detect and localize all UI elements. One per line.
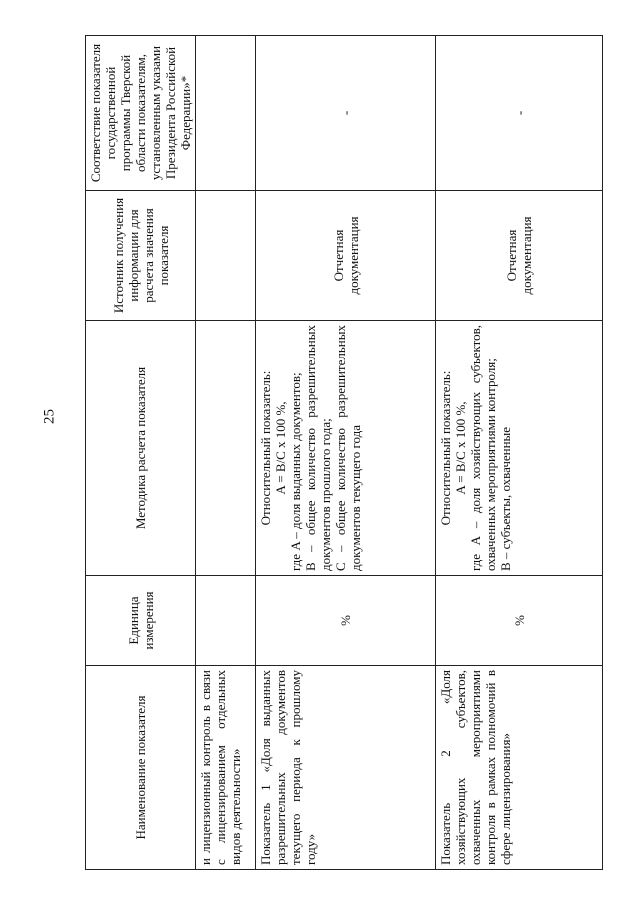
page-number: 25 xyxy=(41,409,58,424)
header-source: Источник получения информации для расчета значения показателя xyxy=(86,191,196,321)
row-name: Показатель 1 «Доля выданных разрешительных документов текущего периода к прошлому году» xyxy=(256,666,436,870)
row-method xyxy=(436,321,603,576)
rotated-table-container xyxy=(85,36,603,870)
row-name: Показатель 2 «Доля хозяйствующих субъектов, охваченных мероприятиями контроля в рамках полномочий в сфере лицензирования» xyxy=(436,666,603,870)
header-method: Методика расчета показателя xyxy=(86,321,196,576)
method-line: C – общее количество разрешительных документов текущего года xyxy=(333,325,363,571)
row-unit xyxy=(196,576,256,666)
row-compliance: - xyxy=(436,36,603,191)
row-compliance xyxy=(196,36,256,191)
method-formula: A = B/C x 100 %, xyxy=(273,401,288,495)
indicator-table xyxy=(85,35,603,870)
table-row xyxy=(436,36,603,870)
header-compliance: Соответствие показателя государственной программы Тверской области показателям, установленным указами Президента Российской Федерации»* xyxy=(86,36,196,191)
table-row xyxy=(256,36,436,870)
method-formula: A = B/C x 100 %, xyxy=(453,401,468,495)
method-line: где A – доля хозяйствующих субъектов, охваченных мероприятиями контроля; xyxy=(468,325,498,571)
row-unit: % xyxy=(256,576,436,666)
method-line: Относительный показатель: xyxy=(258,370,273,526)
row-method xyxy=(196,321,256,576)
method-line: B – общее количество разрешительных документов прошлого года; xyxy=(303,325,333,571)
row-source: Отчетная документация xyxy=(256,191,436,321)
row-compliance: - xyxy=(256,36,436,191)
header-name: Наименование показателя xyxy=(86,666,196,870)
row-unit: % xyxy=(436,576,603,666)
header-unit: Единица измерения xyxy=(86,576,196,666)
method-line: где A – доля выданных документов; xyxy=(288,372,303,571)
method-line: Относительный показатель: xyxy=(438,370,453,526)
method-line: B – субъекты, охваченные xyxy=(498,426,513,571)
row-name: и лицензионный контроль в связи с лицензированием отдельных видов деятельности» xyxy=(196,666,256,870)
row-method xyxy=(256,321,436,576)
row-source xyxy=(196,191,256,321)
header-row xyxy=(86,36,196,870)
table-row xyxy=(196,36,256,870)
row-source: Отчетная документация xyxy=(436,191,603,321)
